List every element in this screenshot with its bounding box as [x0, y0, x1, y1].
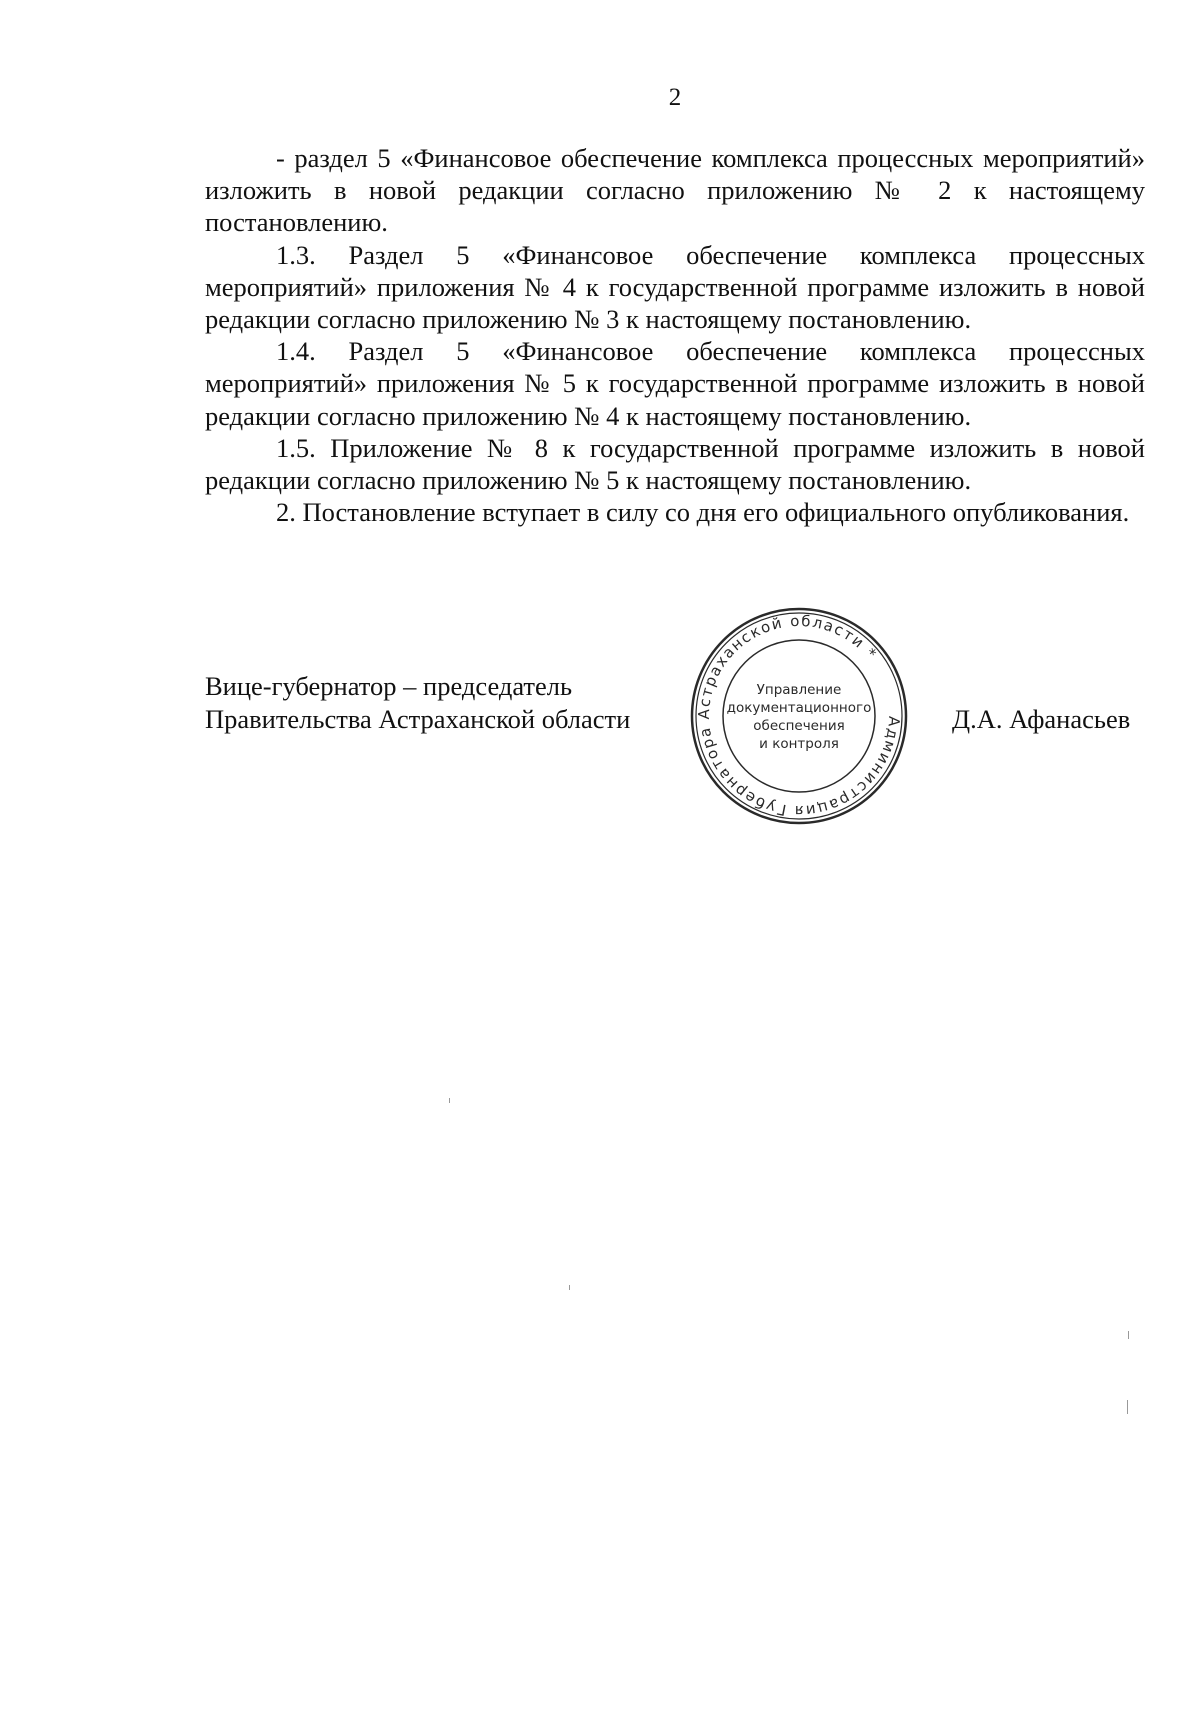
stamp-inner-line-4: и контроля [759, 736, 839, 752]
signatory-position [205, 670, 630, 736]
scan-speck [1128, 1331, 1129, 1339]
signatory-position-line-1: Вице-губернатор – председатель [205, 671, 573, 701]
page-number: 2 [668, 84, 682, 111]
scan-speck [449, 1098, 450, 1103]
paragraph-1-3: 1.3. Раздел 5 «Финансовое обеспечение комплекса процессных мероприятий» приложения № 4 к государственной программе изложить в новой редакции согласно приложению № 3 к настоящему постановлению. [205, 239, 1145, 335]
official-stamp [688, 605, 910, 827]
paragraph-1-5: 1.5. Приложение № 8 к государственной программе изложить в новой редакции согласно приложению № 5 к настоящему постановлению. [205, 432, 1145, 496]
stamp-outer-text: Администрация Губернатора Астраханской области * [694, 611, 904, 821]
paragraph-1-4: 1.4. Раздел 5 «Финансовое обеспечение комплекса процессных мероприятий» приложения № 5 к государственной программе изложить в новой редакции согласно приложению № 4 к настоящему постановлению. [205, 336, 1145, 431]
stamp-inner-line-3: обеспечения [753, 718, 845, 734]
paragraph-2-effective-date: 2. Постановление вступает в силу со дня его официального опубликования. [276, 497, 1130, 528]
paragraph-section-5-edit: - раздел 5 «Финансовое обеспечение комплекса процессных мероприятий» изложить в новой редакции согласно приложению № 2 к настоящему постановлению. [205, 143, 1145, 238]
scan-speck [1127, 1400, 1128, 1414]
signatory-position-line-2: Правительства Астраханской области [205, 704, 631, 734]
document-body [205, 142, 1145, 528]
scan-speck [569, 1285, 570, 1290]
signatory-name: Д.А. Афанасьев [952, 704, 1131, 734]
stamp-inner-line-2: документационного [726, 700, 872, 716]
stamp-inner-line-1: Управление [756, 682, 842, 698]
